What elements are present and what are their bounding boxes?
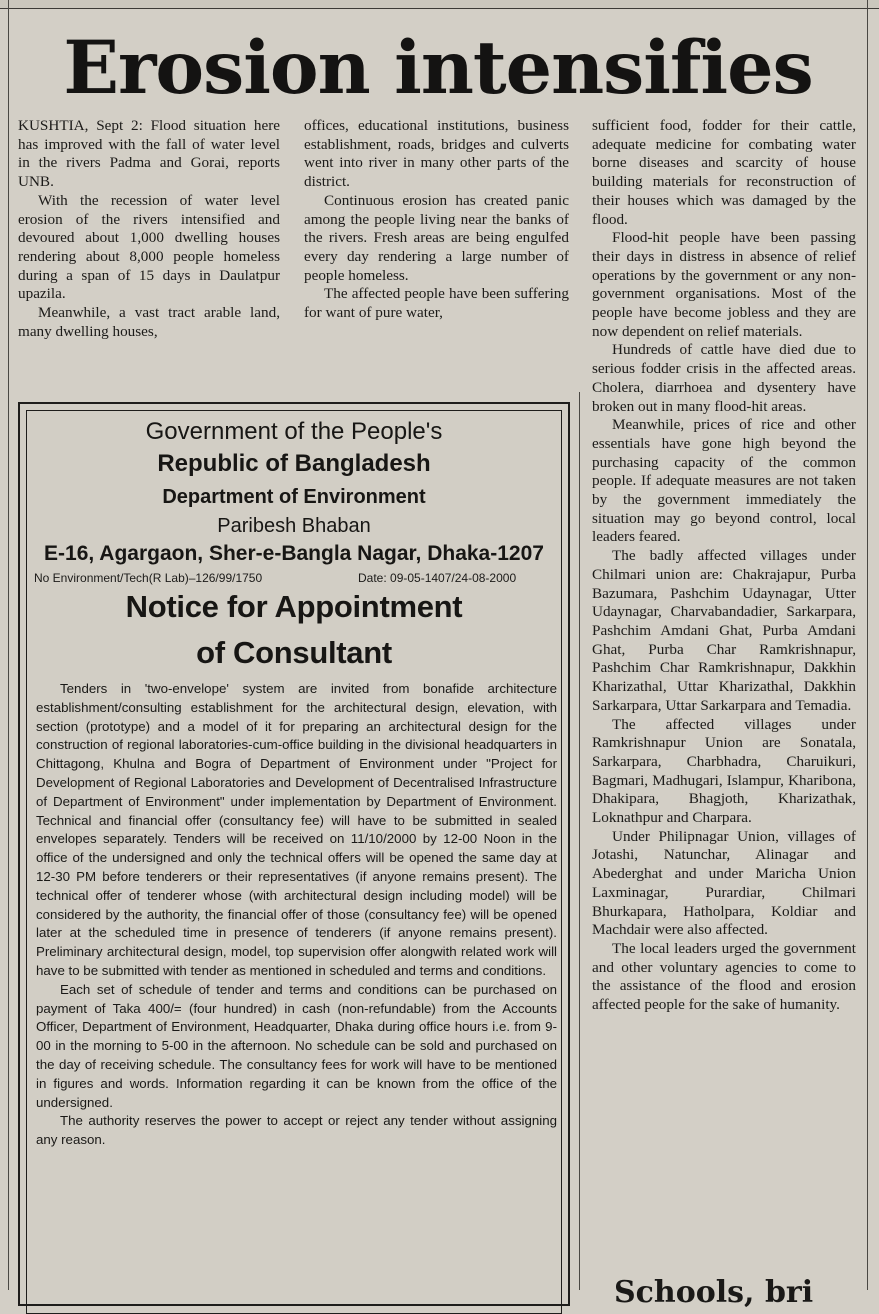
article-paragraph: Meanwhile, a vast tract arable land, many dwelling houses, xyxy=(18,304,280,340)
article-paragraph: Continuous erosion has created panic among the people living near the banks of the rivers. Fresh areas are being engulfed every day rendering a large number of people homeless. xyxy=(304,191,569,284)
notice-title: Notice for Appointment xyxy=(125,589,463,624)
column-rule-left xyxy=(8,0,9,1290)
article-paragraph: sufficient food, fodder for their cattle, adequate medicine for combating water borne diseases and scarcity of house building materials for reconstruction of their houses which was damaged by the flood. xyxy=(592,117,856,228)
notice-title-continued: of Consultant xyxy=(196,635,392,670)
article-paragraph: With the recession of water level erosion of the rivers intensified and devoured about 1,000 dwelling houses rendering about 8,000 people homeless during a span of 15 days in Daulatpur upazila. xyxy=(18,191,280,303)
column-rule-notice xyxy=(579,392,580,1290)
next-article-headline-fragment: Schools, bri xyxy=(614,1275,814,1310)
article-paragraph: Flood-hit people have been passing their days in distress in absence of relief operations by the government or any non-government organisations. Most of the people have become jobless and they are now dependent on relief materials. xyxy=(592,229,856,340)
column-rule-right xyxy=(867,0,868,1290)
notice-reference-number: No Environment/Tech(R Lab)–126/99/1750 xyxy=(34,571,263,585)
article-paragraph: The affected people have been suffering for want of pure water, xyxy=(304,285,569,322)
headline: Erosion intensifies xyxy=(63,25,813,111)
article-paragraph: offices, educational institutions, business establishment, roads, bridges and culverts went into river in many other parts of the district. xyxy=(304,117,569,191)
previous-article-edge xyxy=(0,0,879,9)
notice-republic-line: Republic of Bangladesh xyxy=(157,450,431,477)
article-paragraph: The badly affected villages under Chilmari union are: Chakrajapur, Purba Bazumara, Pashchim Udaynagar, Utter Udaynagar, Charvabandadier, Sarkarpara, Pashchim Amdani Ghat, Purba Amdani Ghat, Purba Char Ramkrishnapur, Pashchim Char Ramkrishnapur, Dakkhin Kharizathal, Uttar Kharizathal, Dakkhin Sarkarpara, Uttar Sarkarpara and Temadia. xyxy=(592,547,856,714)
notice-paragraph: Each set of schedule of tender and terms and conditions can be purchased on payment of Taka 400/= (four hundred) in cash (non-refundable) from the Accounts Officer, Department of Environment, Headquarter, Dhaka during office hours i.e. from 9-00 in the morning to 5-00 in the afternoon. No schedule can be sold and purchased on the day of receiving schedule. The consultancy fees for work will have to be mentioned in figures and words. Information regarding it can be known from the office of the undersigned. xyxy=(36,981,557,1110)
notice-address-line: E-16, Agargaon, Sher-e-Bangla Nagar, Dhaka-1207 xyxy=(44,542,544,565)
article-paragraph: Under Philipnagar Union, villages of Jotashi, Natunchar, Alinagar and Abederghat and under Maricha Union Laxminagar, Purardiar, Chilmari Bhurkapara, Hatholpara, Koldiar and Machdair were also affected. xyxy=(592,827,856,939)
notice-paragraph: The authority reserves the power to accept or reject any tender without assigning any reason. xyxy=(36,1113,557,1148)
article-paragraph: Hundreds of cattle have died due to serious fodder crisis in the affected areas. Cholera, diarrhoea and dysentery have broken out in many flood-hit areas. xyxy=(592,341,856,415)
notice-government-line: Government of the People's xyxy=(145,418,443,445)
notice-department-line: Department of Environment xyxy=(162,486,426,508)
article-column-2 xyxy=(304,117,569,372)
article-paragraph: Meanwhile, prices of rice and other essentials have gone high beyond the purchasing capacity of the common people. If adequate measures are not taken by the government immediately the situation may go beyond control, local leaders feared. xyxy=(592,416,856,546)
tender-notice-box xyxy=(18,402,570,1306)
article-paragraph: The affected villages under Ramkrishnapur Union are Sonatala, Sarkarpara, Charbhadra, Charuikuri, Bagmari, Madhugari, Islampur, Kharibona, Dhakipara, Bhagjoth, Kharizathak, Loknathpur and Charpara. xyxy=(592,715,856,827)
notice-body xyxy=(36,680,557,1150)
article-column-1 xyxy=(18,117,280,372)
article-paragraph: KUSHTIA, Sept 2: Flood situation here has improved with the fall of water level in the rivers Padma and Gorai, reports UNB. xyxy=(18,117,280,191)
notice-building-line: Paribesh Bhaban xyxy=(217,515,371,537)
notice-date: Date: 09-05-1407/24-08-2000 xyxy=(358,571,517,585)
article-column-3 xyxy=(592,117,856,1279)
notice-paragraph: Tenders in 'two-envelope' system are invited from bonafide architecture establishment/consulting establishment for the architectural design, elevation, with section (prototype) and a model of it for preparing an architectural design for the construction of regional laboratories-cum-office building in the divisional headquarters in Chittagong, Khulna and Bogra of Department of Environment under "Project for Development of Regional Laboratories and Development of Decentralised Infrastructure of Department of Environment" under implementation by Department of Environment. Technical and financial offer (consultancy fee) will have to be submitted in sealed envelopes separately. Tenders will be received on 11/10/2000 by 12-00 Noon in the office of the undersigned and only the technical offers will be opened the same day at 12-30 PM before tenderers or their representatives (if anyone remains present). The technical offer of tenderer whose (with architectural design including model) will be considered by the authority, the financial offer of those (consultancy fee) will be opened later at the scheduled time in presence of tenderers (if anyone remains present). Preliminary architectural design, model, top supervision offer alongwith related work will have to be submitted with tender as mentioned in scheduled and terms and conditions. xyxy=(36,681,557,978)
article-paragraph: The local leaders urged the government and other voluntary agencies to come to the assistance of the flood and erosion affected people for the sake of humanity. xyxy=(592,939,856,1014)
